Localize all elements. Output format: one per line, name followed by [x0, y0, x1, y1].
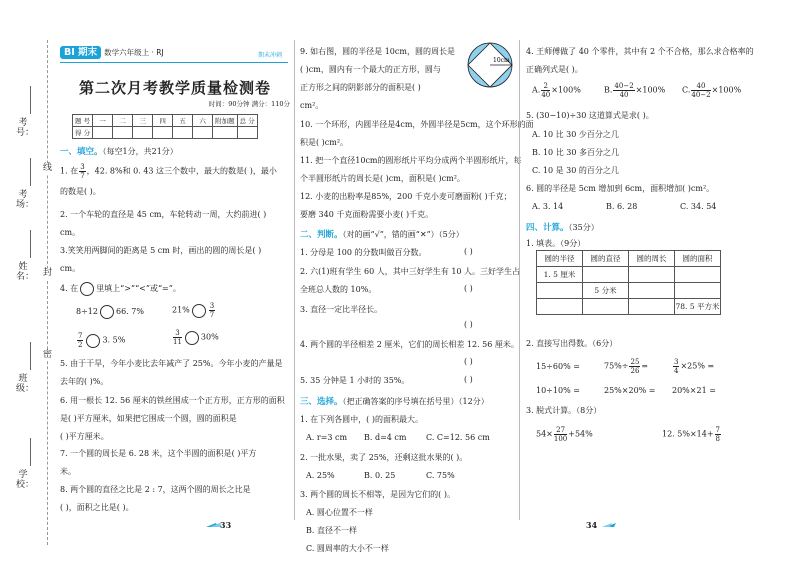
fraction — [691, 82, 710, 99]
question-1-9-cont3: cm²。 — [300, 101, 324, 110]
denominator: 40 — [619, 91, 629, 99]
compare-circle-icon[interactable] — [185, 331, 199, 345]
question-text: 里填上“>”“<”或“=”。 — [96, 284, 181, 293]
brand-logo: BI 期末 — [60, 46, 101, 59]
question-1-10-cont: 积是( )cm²。 — [300, 138, 349, 147]
choice-5: 5. (30−10)÷30 这道算式是求( )。 — [526, 111, 654, 120]
denominator: 2 — [78, 341, 83, 349]
binding-blank-name — [30, 230, 31, 258]
oral-calc-4: 10÷10% = — [536, 386, 580, 395]
score-table-score-row — [73, 127, 258, 139]
binding-cut-line — [47, 40, 48, 545]
choice-3-option-c[interactable]: C. 圆周率的大小不一样 — [306, 544, 389, 553]
fill-table-cell: 78. 5 平方米 — [675, 299, 721, 315]
compare-left: 21% — [172, 305, 190, 315]
choice-2: 2. 一批水果，卖了 25%，还剩这批水果的( )。 — [300, 453, 468, 462]
fill-table-cell: 1. 5 厘米 — [537, 267, 583, 283]
question-text: 1. 在 — [60, 166, 79, 176]
choice-1-option-b[interactable]: B. d=4 cm — [364, 433, 407, 442]
question-1-7-cont: 米。 — [60, 467, 76, 476]
circle-square-figure — [466, 41, 514, 89]
judge-1-answer[interactable]: ( ) — [464, 247, 473, 256]
score-table-header-row — [73, 115, 258, 127]
choice-4-option-c[interactable] — [682, 82, 741, 99]
score-blank[interactable] — [193, 127, 213, 139]
fill-table-row — [537, 283, 721, 299]
expr-text: 75%÷ — [604, 361, 629, 371]
score-blank[interactable] — [213, 127, 238, 139]
judge-3-answer[interactable]: ( ) — [464, 320, 473, 329]
question-1-9: 9. 如右图，圆的半径是 10cm，圆的周长是 — [300, 47, 455, 56]
fill-table-blank[interactable] — [629, 283, 675, 299]
fill-table-blank[interactable] — [537, 283, 583, 299]
score-cell: 总 分 — [237, 115, 257, 127]
numerator: 2 — [541, 82, 550, 91]
compare-circle-icon[interactable] — [192, 304, 206, 318]
score-cell: 三 — [133, 115, 153, 127]
numerator: 27 — [554, 426, 567, 435]
question-1-4 — [60, 282, 181, 296]
fill-table-header-cell: 圆的半径 — [537, 251, 583, 267]
section-3-title: 三、选择。 — [300, 397, 343, 407]
fraction — [673, 358, 679, 375]
question-text: 4. 在 — [60, 284, 79, 293]
fill-table-blank[interactable] — [675, 267, 721, 283]
score-cell: 题 号 — [73, 115, 93, 127]
choice-2-option-a[interactable]: A. 25% — [306, 471, 335, 480]
option-letter: A. — [532, 85, 541, 95]
denominator: 11 — [173, 338, 182, 346]
compare-item-3 — [76, 332, 125, 349]
brand-tag: 期末冲刺 — [258, 52, 283, 59]
option-letter: B. — [604, 85, 613, 95]
question-1-3-cont: cm。 — [60, 264, 81, 273]
question-1-12-cont: 要磨 340 千克面粉需要小麦( )千克。 — [300, 210, 434, 219]
compare-circle-icon — [80, 282, 94, 296]
compare-item-1 — [76, 305, 144, 319]
oral-calc-6: 20%×21 = — [672, 386, 716, 395]
judge-4-answer[interactable]: ( ) — [464, 357, 473, 366]
numerator: 3 — [674, 358, 679, 366]
score-cell: 二 — [113, 115, 133, 127]
fill-table-header — [537, 251, 721, 267]
score-blank[interactable] — [133, 127, 153, 139]
choice-5-option-a[interactable]: A. 10 比 30 少百分之几 — [532, 130, 619, 139]
question-1-1 — [60, 163, 277, 180]
page-title: 第二次月考教学质量检测卷 — [78, 79, 271, 97]
binding-label-class: 班级： — [16, 374, 35, 394]
binding-blank-school — [30, 438, 31, 466]
question-1-6: 6. 用一根长 12. 56 厘米的铁丝围成一个正方形，正方形的面积 — [60, 396, 285, 405]
compare-right: 66. 7% — [115, 307, 144, 316]
oral-calc-2 — [604, 358, 648, 375]
fraction — [715, 426, 721, 443]
section-4-note: （35分） — [568, 223, 599, 232]
choice-1-option-a[interactable]: A. r=3 cm — [306, 433, 348, 442]
fill-table-blank[interactable] — [537, 299, 583, 315]
binding-label-exam-room: 考场： — [16, 190, 35, 210]
binding-char-seal: 封 — [42, 268, 52, 278]
denominator: 40−2 — [691, 91, 711, 99]
score-cell: 四 — [153, 115, 173, 127]
question-1-12: 12. 小麦的出粉率是85%，200 千克小麦可磨面粉( )千克； — [300, 192, 512, 201]
judge-2-answer[interactable]: ( ) — [464, 284, 473, 293]
question-1-2-cont: cm。 — [60, 228, 81, 237]
judge-5-answer[interactable]: ( ) — [464, 375, 473, 384]
judge-2-cont: 全班总人数的 10%。 — [300, 285, 377, 294]
denominator: 4 — [674, 367, 679, 375]
choice-2-option-b[interactable]: B. 0. 25 — [364, 471, 396, 480]
question-1-5: 5. 由于干旱，今年小麦比去年减产了 25%。今年小麦的产量是 — [60, 359, 283, 368]
judge-4: 4. 两个圆的半径相差 2 厘米，它们的周长相差 12. 56 厘米。 — [300, 340, 519, 349]
numerator: 40 — [691, 82, 710, 91]
choice-4-option-b[interactable] — [604, 82, 665, 99]
compare-right: 3. 5% — [102, 335, 126, 345]
oral-calc-5: 25%×20% = — [604, 386, 656, 395]
section-2-heading — [300, 228, 464, 240]
circle-fill-table — [536, 250, 721, 315]
page-number-right: 34 — [586, 520, 598, 530]
choice-1: 1. 在下列各圆中，( )的面积最大。 — [300, 415, 423, 424]
binding-label-exam-number: 考号： — [16, 118, 35, 138]
section-4-title: 四、计算。 — [526, 223, 569, 233]
expr-text: ×25% = — [680, 361, 715, 371]
fill-table-header-cell: 圆的面积 — [675, 251, 721, 267]
score-blank[interactable] — [173, 127, 193, 139]
option-suffix: ×100% — [711, 85, 742, 95]
fraction — [209, 302, 215, 319]
compare-right: 30% — [200, 332, 219, 342]
question-1-11: 11. 把一个直径10cm的圆形纸片平均分成两个半圆形纸片，每 — [300, 156, 522, 165]
choice-4-option-a[interactable] — [532, 82, 581, 99]
compare-circle-icon[interactable] — [100, 305, 114, 319]
choice-5-option-b[interactable]: B. 10 比 30 多百分之几 — [532, 148, 619, 157]
judge-2: 2. 六(1)班有学生 60 人，其中三好学生有 10 人。三好学生占 — [300, 267, 521, 276]
choice-5-option-c[interactable]: C. 10 是 30 的百分之几 — [532, 166, 619, 175]
binding-label-school: 学校： — [16, 470, 35, 490]
question-1-9-cont: ( )cm，圆内有一个最大的正方形，圆与 — [300, 65, 441, 74]
oral-calc-1: 15÷60% = — [536, 362, 580, 371]
section-3-note: （把正确答案的序号填在括号里）（12分） — [342, 397, 489, 406]
question-1-8: 8. 两个圆的直径之比是 2 : 7，这两个圆的周长之比是 — [60, 485, 251, 494]
score-blank[interactable] — [93, 127, 113, 139]
numerator: 40−2 — [614, 82, 634, 90]
binding-char-line: 线 — [42, 163, 52, 173]
calc-2: 2. 直接写出得数。（6分） — [526, 339, 618, 348]
denominator: 40 — [541, 91, 551, 99]
question-1-6-cont: 是( )平方厘米，如果把它围成一个圆，圆的面积是 — [60, 414, 237, 423]
choice-6-option-b[interactable]: B. 6. 28 — [606, 202, 638, 211]
numerator: 3 — [80, 163, 85, 171]
score-blank[interactable] — [237, 127, 257, 139]
numerator: 7 — [78, 332, 83, 340]
judge-5: 5. 35 分钟是 1 小时的 35%。 — [300, 376, 410, 385]
choice-1-option-c[interactable]: C. C=12. 56 cm — [426, 433, 490, 442]
question-1-6-cont2: ( )平方厘米。 — [60, 432, 109, 441]
denominator: 100 — [553, 435, 568, 443]
fill-table-blank[interactable] — [629, 299, 675, 315]
score-blank[interactable] — [153, 127, 173, 139]
fill-table-row — [537, 267, 721, 283]
choice-6-option-a[interactable]: A. 3. 14 — [532, 202, 564, 211]
question-1-2: 2. 一个车轮的直径是 45 cm，车轮转动一周，大约前进( ) — [60, 210, 267, 219]
denominator: 7 — [80, 172, 85, 180]
section-1-note: （每空1分，共21分） — [102, 147, 178, 156]
fraction — [613, 82, 634, 99]
brand — [60, 45, 164, 59]
option-suffix: ×100% — [635, 85, 666, 95]
calc-3: 3. 脱式计算。（8分） — [526, 406, 602, 415]
denominator: 26 — [630, 367, 640, 375]
choice-4: 4. 王师傅做了 40 个零件，其中有 2 个不合格，那么求合格率的 — [526, 47, 754, 56]
choice-3-option-b[interactable]: B. 直径不一样 — [306, 526, 357, 535]
score-cell: 五 — [173, 115, 193, 127]
step-calc-2 — [662, 426, 722, 443]
score-blank[interactable] — [113, 127, 133, 139]
judge-3: 3. 直径一定比半径长。 — [300, 305, 383, 314]
column-divider — [519, 40, 520, 520]
step-calc-1 — [536, 426, 593, 443]
score-cell: 一 — [93, 115, 113, 127]
calc-1: 1. 填表。（9分） — [526, 239, 586, 248]
fill-table-header-cell: 圆的直径 — [583, 251, 629, 267]
choice-6: 6. 圆的半径是 5cm 增加到 6cm，面积增加( )cm²。 — [526, 184, 715, 193]
oral-calc-3 — [672, 358, 714, 375]
fraction — [629, 358, 640, 375]
numerator: 3 — [209, 302, 215, 310]
header-rule — [60, 62, 288, 63]
fraction — [554, 426, 567, 443]
score-cell: 附加题 — [213, 115, 238, 127]
fill-table-blank[interactable] — [583, 299, 629, 315]
option-suffix: ×100% — [551, 85, 581, 95]
question-1-5-cont: 去年的( )%。 — [60, 377, 109, 386]
section-1-title: 一、填空。 — [60, 147, 103, 157]
question-text: ，42. 8%和 0. 43 这三个数中，最大的数是( )，最小 — [86, 166, 277, 176]
denominator: 7 — [209, 311, 215, 319]
question-1-1-cont: 的数是( )。 — [60, 187, 101, 196]
score-table — [72, 114, 258, 139]
fraction — [79, 163, 85, 180]
question-1-3: 3.笑笑用两脚间的距离是 5 cm 时，画出的圆的周长是( ) — [60, 246, 262, 255]
binding-label-name: 姓名： — [16, 262, 35, 282]
denominator: 8 — [715, 435, 721, 443]
time-info: 时间：90分钟 满分：110分 — [208, 100, 290, 108]
fill-table-cell: 5 分米 — [583, 283, 629, 299]
fill-table-header-cell: 圆的周长 — [629, 251, 675, 267]
question-1-7: 7. 一个圆的周长是 6. 28 米，这个半圆的面积是( )平方 — [60, 449, 257, 458]
numerator: 7 — [715, 426, 721, 434]
judge-1: 1. 分母是 100 的分数叫做百分数。 — [300, 248, 427, 257]
compare-left: 8÷12 — [76, 307, 98, 316]
section-1-heading — [60, 145, 178, 157]
binding-blank-exam-number — [30, 86, 31, 114]
compare-item-2 — [172, 302, 216, 319]
fraction — [77, 332, 83, 349]
expr-text: +54% — [568, 429, 593, 439]
question-1-9-cont2: 正方形之间的阴影部分的面积是( ) — [300, 83, 421, 92]
fraction — [541, 82, 550, 99]
numerator: 3 — [173, 329, 182, 338]
choice-3: 3. 两个圆的周长不相等，是因为它们的( )。 — [300, 490, 455, 499]
fill-table-blank[interactable] — [675, 283, 721, 299]
section-2-title: 二、判断。 — [300, 230, 343, 240]
figure-radius-label: 10cm — [493, 57, 510, 64]
option-letter: C. — [682, 85, 691, 95]
choice-6-option-c[interactable]: C. 34. 54 — [680, 202, 717, 211]
choice-4-cont: 正确列式是( )。 — [526, 65, 583, 74]
section-4-heading — [526, 221, 599, 233]
page-number-left: 33 — [220, 520, 232, 530]
choice-3-option-a[interactable]: A. 圆心位置不一样 — [306, 508, 373, 517]
question-1-8-cont: ( )，面积之比是( )。 — [60, 503, 134, 512]
choice-2-option-c[interactable]: C. 75% — [426, 471, 455, 480]
binding-blank-exam-room — [30, 158, 31, 186]
score-cell: 六 — [193, 115, 213, 127]
question-1-11-cont: 个半圆形纸片的周长是( )cm，面积是( )cm²。 — [300, 174, 465, 183]
compare-item-4 — [172, 329, 219, 346]
expr-text: 12. 5%×14+ — [662, 429, 714, 439]
binding-char-secret: 密 — [42, 350, 52, 360]
fill-table-blank[interactable] — [629, 267, 675, 283]
score-cell: 得 分 — [73, 127, 93, 139]
numerator: 25 — [630, 358, 640, 366]
binding-blank-class — [30, 342, 31, 370]
column-divider — [294, 40, 295, 520]
section-3-heading — [300, 395, 489, 407]
expr-text: = — [641, 361, 649, 371]
fill-table-blank[interactable] — [583, 267, 629, 283]
section-2-note: （对的画“√”，错的画“✕”）（5分） — [342, 230, 464, 239]
compare-circle-icon[interactable] — [86, 334, 100, 348]
fill-table-row — [537, 299, 721, 315]
brand-subtitle: 数学六年级上 · RJ — [104, 47, 164, 57]
fraction — [173, 329, 182, 346]
expr-text: 54× — [536, 429, 553, 439]
question-1-10: 10. 一个环形，内圆半径是4cm，外圆半径是5cm，这个环形的面 — [300, 120, 534, 129]
